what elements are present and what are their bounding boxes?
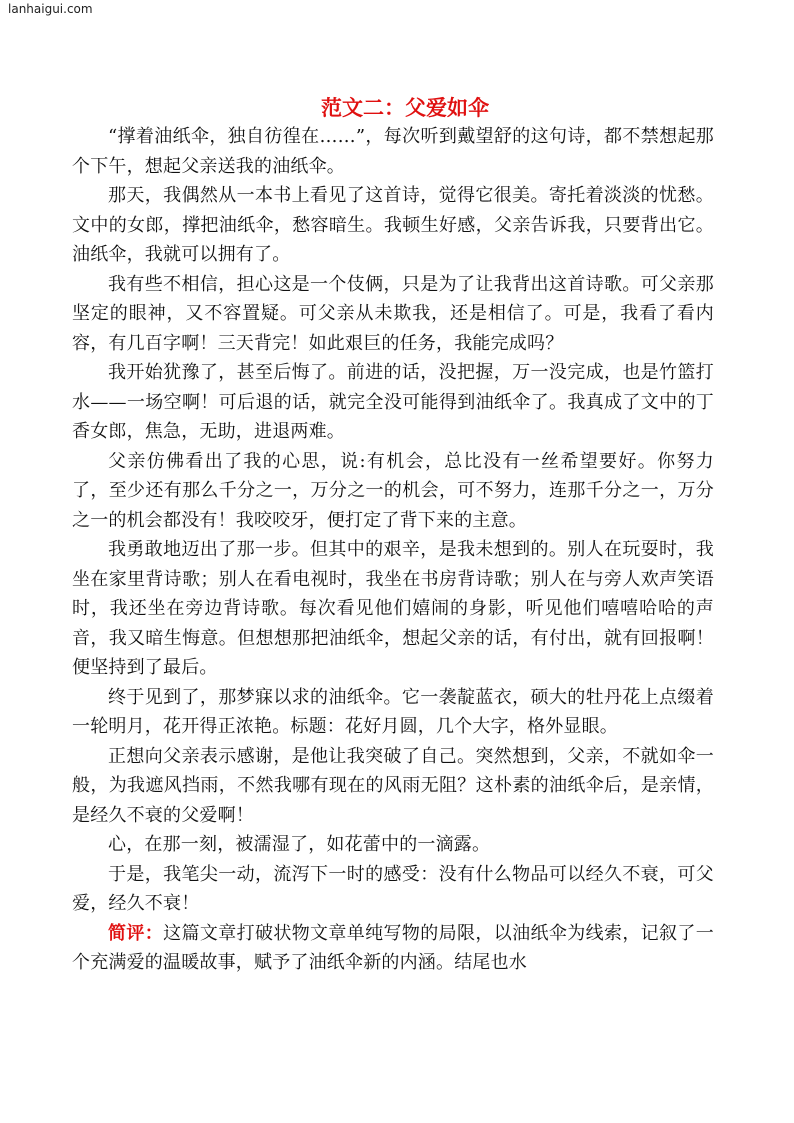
paragraph-6: 我勇敢地迈出了那一步。但其中的艰辛，是我未想到的。别人在玩耍时，我坐在家里背诗歌；别人在看电视时，我坐在书房背诗歌；别人在与旁人欢声笑语时，我还坐在旁边背诗歌。每次看见他们嬉闹的身影，听见他们嘻嘻哈哈的声音，我又暗生悔意。但想想那把油纸伞，想起父亲的话，有付出，就有回报啊！便坚持到了最后。 <box>72 539 714 678</box>
paragraph-2: 那天，我偶然从一本书上看见了这首诗，觉得它很美。寄托着淡淡的忧愁。文中的女郎，撑把油纸伞，愁容暗生。我顿生好感，父亲告诉我，只要背出它。油纸伞，我就可以拥有了。 <box>72 185 714 265</box>
article-title: 范文二：父爱如伞 <box>321 96 489 120</box>
article <box>72 94 714 978</box>
paragraph-8: 正想向父亲表示感谢，是他让我突破了自己。突然想到，父亲，不就如伞一般，为我遮风挡雨，不然我哪有现在的风雨无阻？这朴素的油纸伞后，是亲情，是经久不衰的父爱啊！ <box>72 745 714 826</box>
comment-text: 这篇文章打破状物文章单纯写物的局限，以油纸伞为线索，记叙了一个充满爱的温暖故事，赋予了油纸伞新的内涵。结尾也水 <box>72 922 714 973</box>
paragraph-4: 我开始犹豫了，甚至后悔了。前进的话，没把握，万一没完成，也是竹篮打水——一场空啊！可后退的话，就完全没可能得到油纸伞了。我真成了文中的丁香女郎，焦急，无助，进退两难。 <box>72 362 714 442</box>
paragraph-9: 心，在那一刻，被濡湿了，如花蕾中的一滴露。 <box>108 834 491 855</box>
paragraph-7: 终于见到了，那梦寐以求的油纸伞。它一袭靛蓝衣，硕大的牡丹花上点缀着一轮明月，花开得正浓艳。标题：花好月圆，几个大字，格外显眼。 <box>72 686 714 737</box>
comment-label: 简评： <box>108 922 164 944</box>
comment-paragraph <box>72 919 714 978</box>
paragraph-10: 于是，我笔尖一动，流泻下一时的感受：没有什么物品可以经久不衰，可父爱，经久不衰！ <box>72 863 714 914</box>
paragraph-3: 我有些不相信，担心这是一个伎俩，只是为了让我背出这首诗歌。可父亲那坚定的眼神，又不容置疑。可父亲从未欺我，还是相信了。可是，我看了看内容，有几百字啊！三天背完！如此艰巨的任务，我能完成吗？ <box>72 273 714 354</box>
paragraph-1: “撑着油纸伞，独自彷徨在……”，每次听到戴望舒的这句诗，都不禁想起那个下午，想起父亲送我的油纸伞。 <box>72 126 714 177</box>
site-watermark[interactable]: lanhaigui.com <box>8 2 93 16</box>
paragraph-5: 父亲仿佛看出了我的心思，说:有机会，总比没有一丝希望要好。你努力了，至少还有那么千分之一，万分之一的机会，可不努力，连那千分之一，万分之一的机会都没有！我咬咬牙，便打定了背下来的主意。 <box>72 450 714 531</box>
